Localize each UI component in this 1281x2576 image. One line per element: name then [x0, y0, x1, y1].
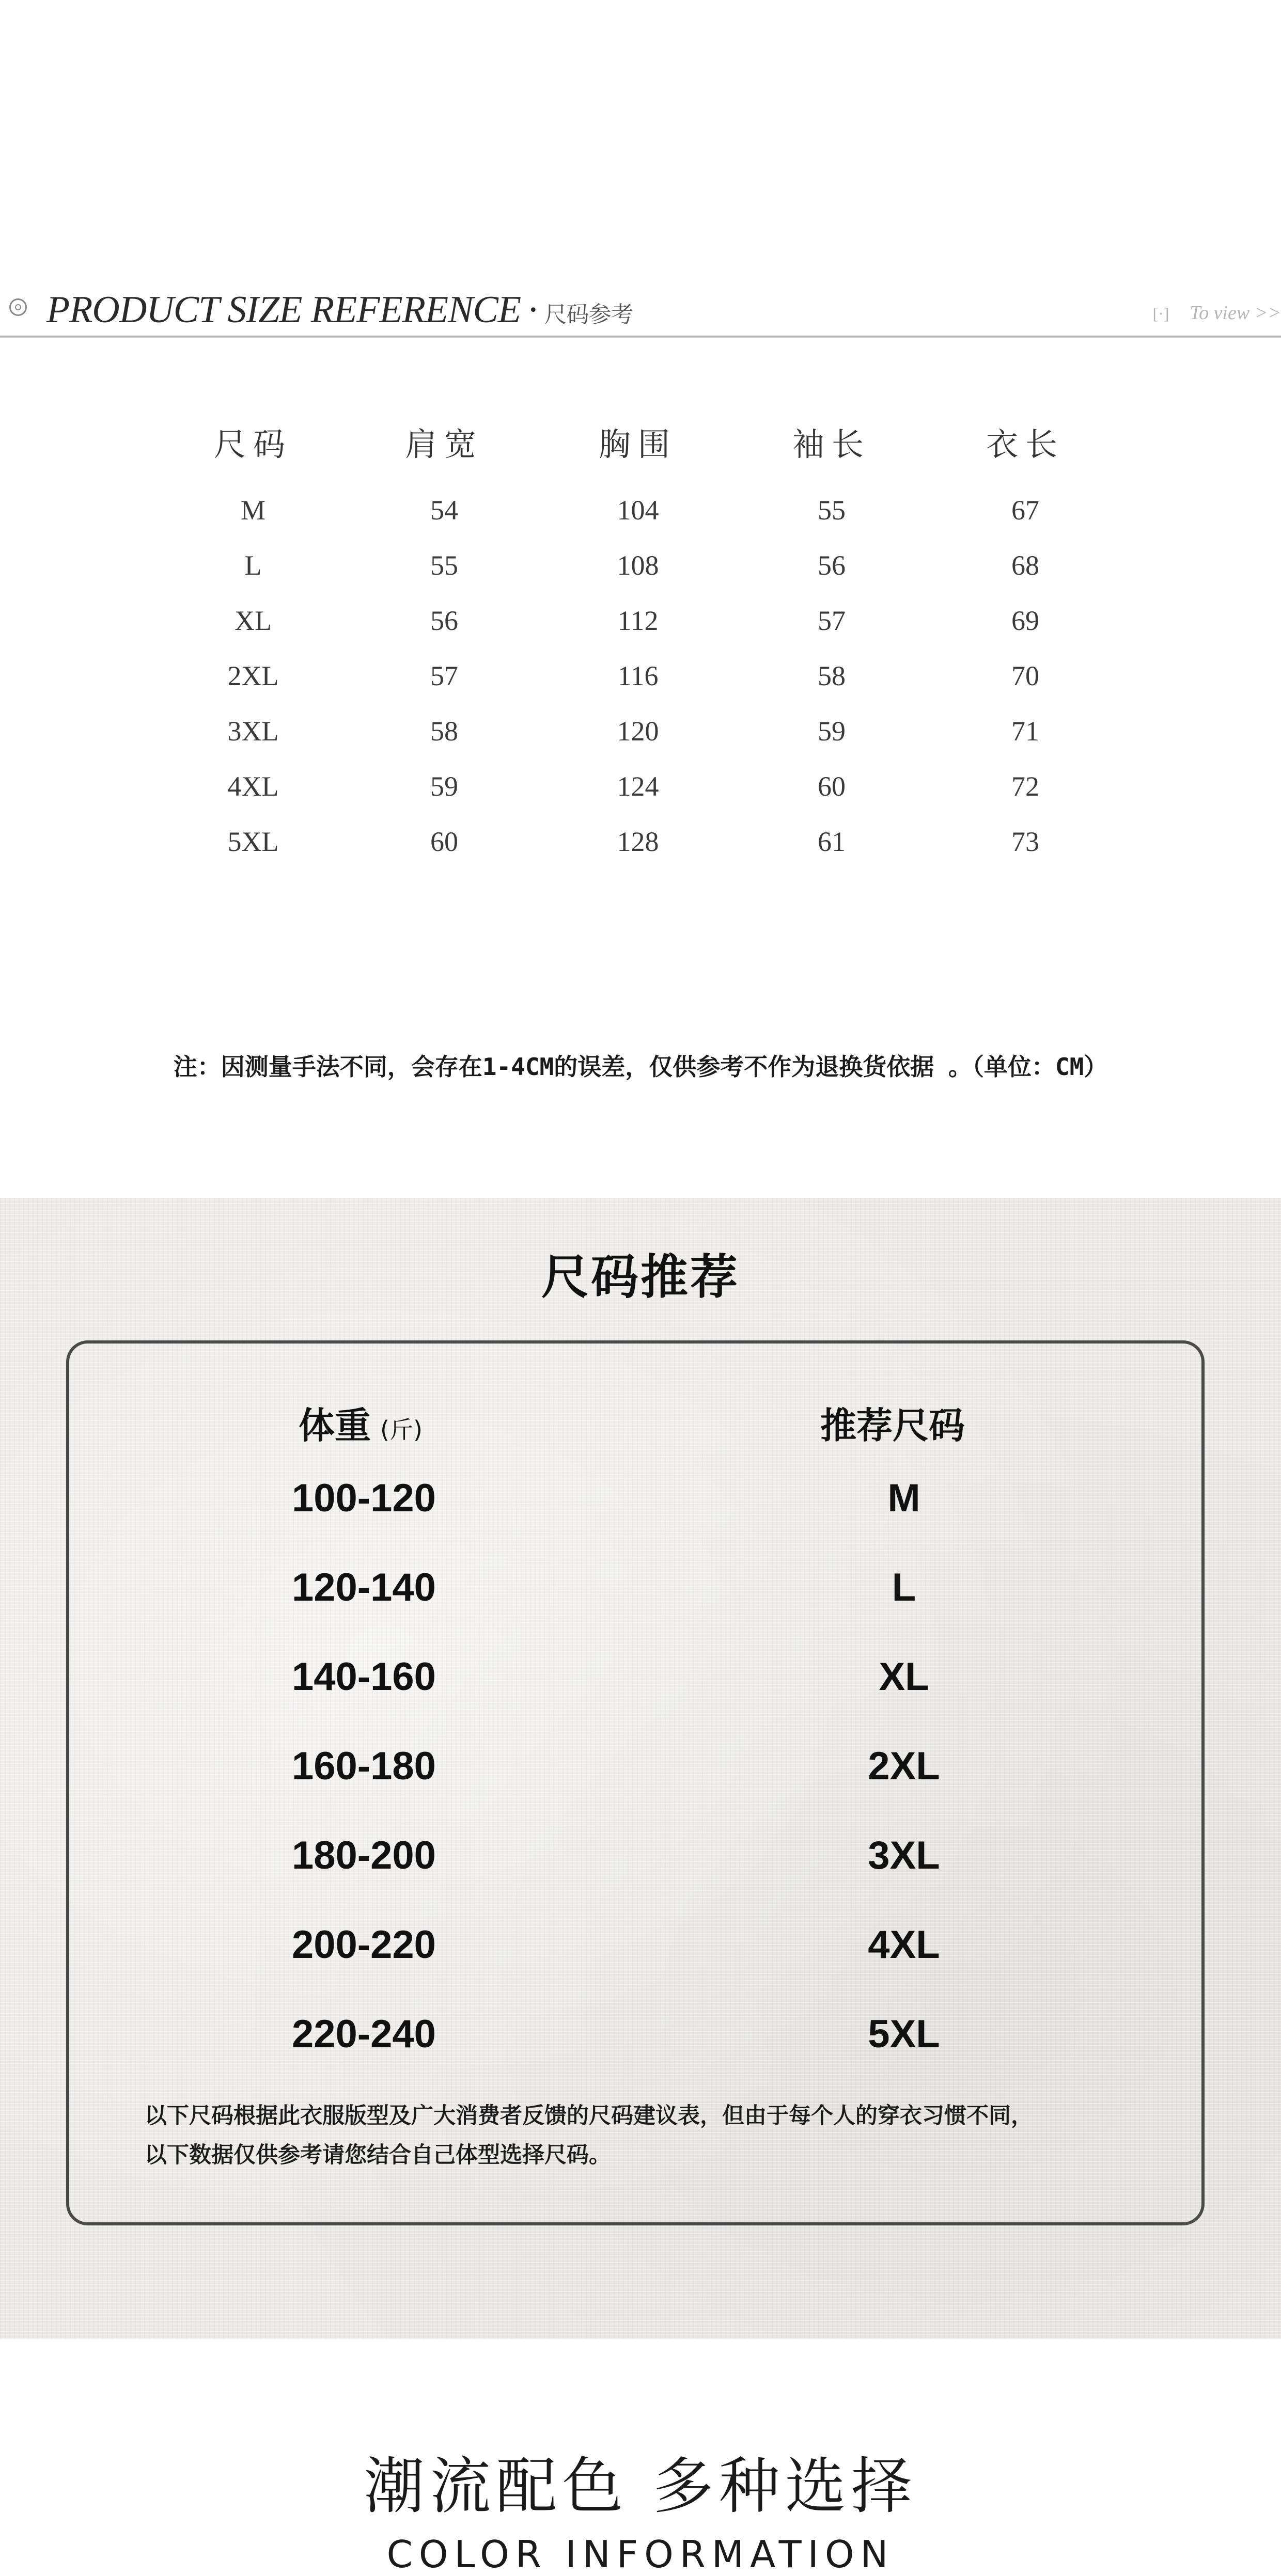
- cell-sleeve: 59: [818, 715, 846, 747]
- recommended-size: 2XL: [868, 1744, 940, 1788]
- weight-range: 200-220: [292, 1923, 436, 1967]
- cell-size: 2XL: [227, 660, 279, 691]
- recommended-size: 4XL: [868, 1923, 940, 1967]
- weight-unit: (斤): [380, 1416, 423, 1444]
- cell-sleeve: 56: [818, 549, 846, 581]
- cell-chest: 124: [617, 770, 659, 802]
- cell-shoulder: 58: [430, 715, 458, 747]
- weight-range: 140-160: [292, 1655, 436, 1699]
- measurement-note: 注：因测量手法不同，会存在1-4CM的误差，仅供参考不作为退换货依据 。（单位：CM）: [173, 1053, 1108, 1081]
- size-table-header-row: [201, 413, 1121, 470]
- color-section-subtitle: COLOR INFORMATION: [386, 2533, 895, 2576]
- recommendation-note-line2: 以下数据仅供参考请您结合自己体型选择尺码。: [145, 2142, 611, 2168]
- cell-shoulder: 54: [430, 494, 458, 526]
- table-row: [201, 814, 1121, 869]
- cell-length: 71: [1011, 715, 1039, 747]
- recommended-size: M: [887, 1476, 920, 1520]
- recommended-size: XL: [879, 1655, 929, 1699]
- header-sleeve: 袖长: [792, 425, 871, 463]
- title-separator: ·: [528, 289, 537, 331]
- weight-range: 180-200: [292, 1834, 436, 1877]
- table-row: [201, 703, 1121, 758]
- header-length: 衣长: [986, 425, 1065, 463]
- cell-length: 67: [1011, 494, 1039, 526]
- recommendation-note-line1: 以下尺码根据此衣服版型及广大消费者反馈的尺码建议表，但由于每个人的穿衣习惯不同，: [145, 2103, 1033, 2129]
- size-table: [201, 413, 1121, 869]
- cell-size: 5XL: [227, 826, 279, 857]
- cell-length: 72: [1011, 770, 1039, 802]
- cell-length: 68: [1011, 549, 1039, 581]
- table-row: [201, 593, 1121, 648]
- recommendation-row: [0, 1476, 1281, 1565]
- weight-range: 120-140: [292, 1566, 436, 1609]
- weight-range: 160-180: [292, 1744, 436, 1788]
- cell-sleeve: 58: [818, 660, 846, 691]
- cell-chest: 108: [617, 549, 659, 581]
- recommendation-rows: [0, 1476, 1281, 2101]
- recommendation-row: [0, 1744, 1281, 1833]
- table-row: [201, 538, 1121, 593]
- cell-shoulder: 56: [430, 605, 458, 636]
- recommended-size-header: 推荐尺码: [820, 1404, 965, 1447]
- cell-chest: 120: [617, 715, 659, 747]
- size-reference-title-en: PRODUCT SIZE REFERENCE: [46, 289, 521, 331]
- header-chest: 胸围: [598, 425, 677, 463]
- cell-chest: 116: [617, 660, 659, 691]
- header-shoulder: 肩宽: [404, 425, 483, 463]
- weight-range: 100-120: [292, 1476, 436, 1520]
- cell-sleeve: 57: [818, 605, 846, 636]
- cell-chest: 112: [617, 605, 659, 636]
- circle-target-icon: [9, 298, 27, 316]
- recommended-size: 5XL: [868, 2012, 940, 2056]
- weight-header-label: 体重: [299, 1404, 371, 1447]
- cell-length: 73: [1011, 826, 1039, 857]
- to-view-link[interactable]: [1152, 302, 1281, 324]
- recommended-size: 3XL: [868, 1834, 940, 1877]
- table-row: [201, 758, 1121, 814]
- weight-range: 220-240: [292, 2012, 436, 2056]
- cell-size: M: [240, 494, 265, 526]
- size-reference-header: [0, 279, 1281, 341]
- cell-length: 70: [1011, 660, 1039, 691]
- cell-sleeve: 60: [818, 770, 846, 802]
- size-reference-title-cn: 尺码参考: [544, 302, 633, 328]
- recommended-size: L: [892, 1566, 916, 1609]
- weight-header: [299, 1397, 423, 1449]
- cell-shoulder: 60: [430, 826, 458, 857]
- table-row: [201, 648, 1121, 703]
- cell-size: 4XL: [227, 770, 279, 802]
- bracket-dot-icon: [·]: [1152, 304, 1169, 323]
- recommendation-row: [0, 1833, 1281, 1922]
- cell-size: 3XL: [227, 715, 279, 747]
- color-section-title: 潮流配色 多种选择: [364, 2451, 917, 2522]
- header-size: 尺码: [213, 425, 292, 463]
- recommendation-note: [145, 2096, 1167, 2175]
- cell-shoulder: 57: [430, 660, 458, 691]
- cell-chest: 104: [617, 494, 659, 526]
- recommendation-row: [0, 1565, 1281, 1654]
- recommendation-row: [0, 1654, 1281, 1744]
- cell-size: XL: [235, 605, 272, 636]
- cell-sleeve: 61: [818, 826, 846, 857]
- cell-shoulder: 59: [430, 770, 458, 802]
- recommendation-row: [0, 1922, 1281, 2012]
- cell-sleeve: 55: [818, 494, 846, 526]
- cell-chest: 128: [617, 826, 659, 857]
- table-row: [201, 482, 1121, 538]
- recommendation-row: [0, 2012, 1281, 2101]
- size-reference-title: [46, 288, 633, 332]
- to-view-label: To view >>: [1190, 302, 1281, 324]
- recommendation-title: 尺码推荐: [541, 1250, 740, 1305]
- cell-length: 69: [1011, 605, 1039, 636]
- cell-size: L: [244, 549, 262, 581]
- header-divider: [0, 336, 1281, 338]
- cell-shoulder: 55: [430, 549, 458, 581]
